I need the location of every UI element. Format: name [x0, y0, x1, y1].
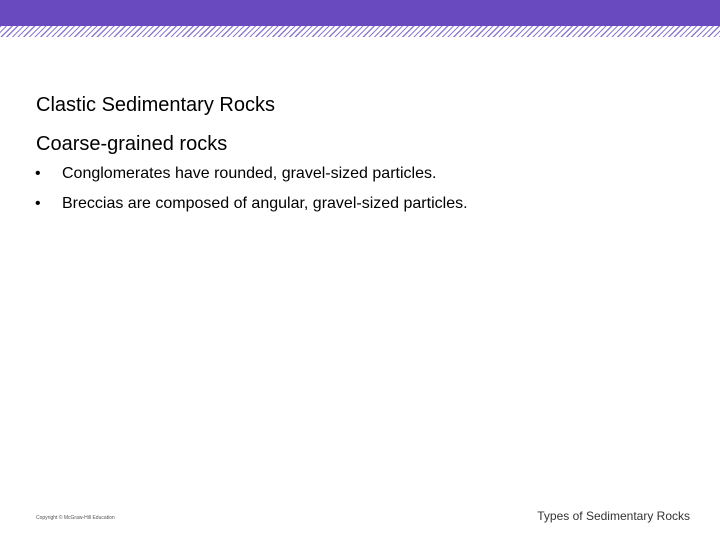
bullet-text: Breccias are composed of angular, gravel-sized particles. — [62, 195, 468, 212]
bullet-list — [0, 163, 720, 221]
footer-section-title: Types of Sedimentary Rocks — [537, 509, 690, 523]
bullet-icon: • — [35, 195, 41, 212]
header-bar — [0, 0, 720, 26]
list-item — [0, 163, 720, 191]
bullet-icon: • — [35, 165, 41, 182]
section-heading: Coarse-grained rocks — [36, 133, 228, 155]
bullet-text: Conglomerates have rounded, gravel-sized particles. — [62, 165, 437, 182]
list-item — [0, 193, 720, 221]
header-hatch-band — [0, 26, 720, 37]
copyright-notice: Copyright © McGraw-Hill Education — [36, 515, 115, 521]
slide-title: Clastic Sedimentary Rocks — [36, 94, 275, 116]
